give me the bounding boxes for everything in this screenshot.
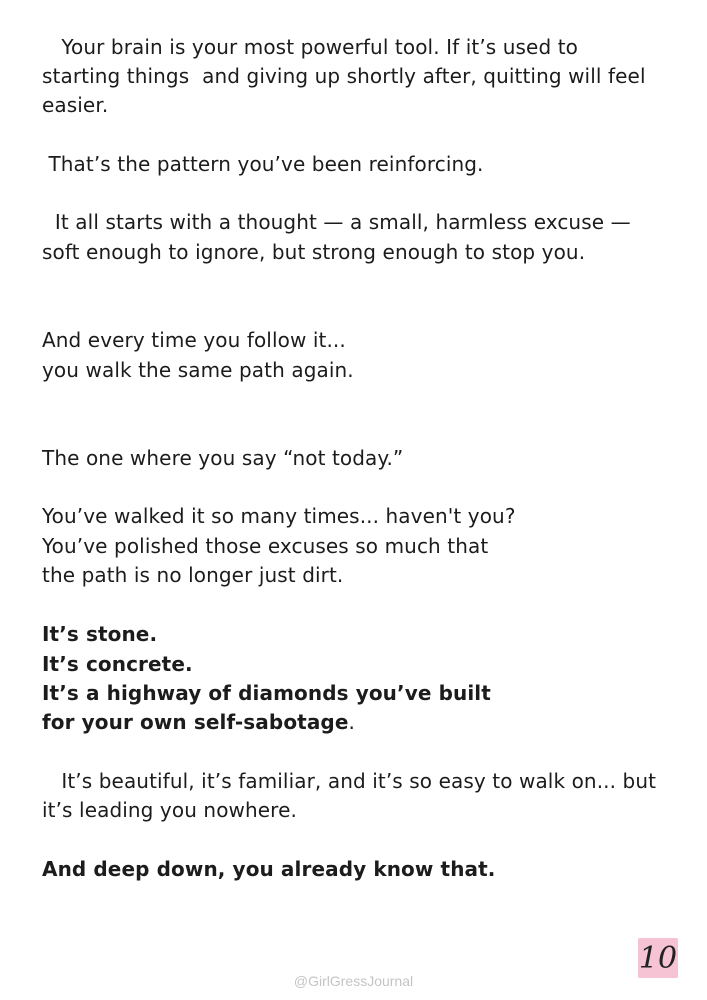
paragraph-line: soft enough to ignore, but strong enough to stop you. <box>42 240 586 264</box>
paragraph-line: That’s the pattern you’ve been reinforcing. <box>42 152 484 176</box>
paragraph-line: easier. <box>42 93 109 117</box>
mixed-line <box>42 708 355 737</box>
page-number-badge: 10 <box>638 938 678 978</box>
bold-line: It’s concrete. <box>42 652 193 676</box>
bold-line: It’s a highway of diamonds you’ve built <box>42 681 491 705</box>
paragraph-line: And every time you follow it... <box>42 328 346 352</box>
paragraph-line: the path is no longer just dirt. <box>42 563 344 587</box>
paragraph-line: it’s leading you nowhere. <box>42 798 297 822</box>
paragraph-line: It all starts with a thought — a small, harmless excuse — <box>42 210 631 234</box>
paragraph-line: you walk the same path again. <box>42 358 354 382</box>
paragraph-line: starting things and giving up shortly after, quitting will feel <box>42 64 646 88</box>
paragraph-line: The one where you say “not today.” <box>42 446 404 470</box>
period-fragment: . <box>348 710 355 734</box>
paragraph-line: You’ve polished those excuses so much that <box>42 534 489 558</box>
paragraph-line: It’s beautiful, it’s familiar, and it’s so easy to walk on... but <box>42 769 657 793</box>
paragraph-line: You’ve walked it so many times... haven't you? <box>42 504 516 528</box>
bold-fragment: for your own self-sabotage <box>42 710 349 734</box>
closing-line: And deep down, you already know that. <box>42 857 496 881</box>
paragraph-line: Your brain is your most powerful tool. If it’s used to <box>42 35 578 59</box>
author-handle: @GirlGressJournal <box>293 973 414 989</box>
bold-line: It’s stone. <box>42 622 158 646</box>
